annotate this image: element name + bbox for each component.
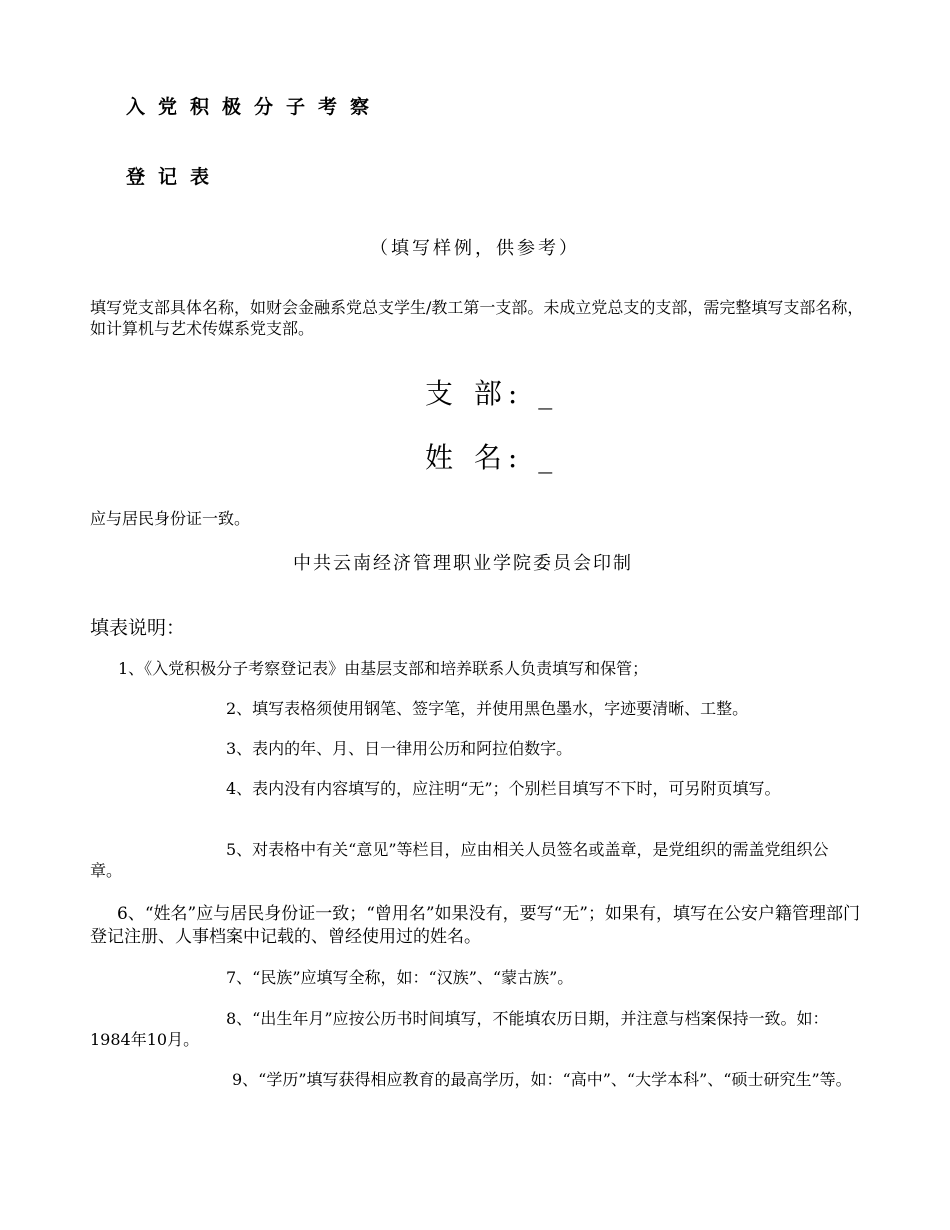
instruction-item-1: 1、《入党积极分子考察登记表》由基层支部和培养联系人负责填写和保管； [118,659,649,678]
instruction-item-8: 8、“出生年月”应按公历书时间填写，不能填农历日期，并注意与档案保持一致。如：1984年10月。 [90,1009,829,1049]
name-field-label: 姓 名: _ [425,441,559,474]
instruction-item-5: 5、对表格中有关“意见”等栏目，应由相关人员签名或盖章，是党组织的需盖党组织公章。 [90,840,829,880]
instruction-item-4: 4、表内没有内容填写的，应注明“无”；个别栏目填写不下时，可另附页填写。 [226,779,781,798]
branch-hint: 填写党支部具体名称，如财会金融系党总支学生/教工第一支部。未成立党总支的支部，需完整填写支部名称，如计算机与艺术传媒系党支部。 [90,298,864,338]
instruction-item-3: 3、表内的年、月、日一律用公历和阿拉伯数字。 [226,739,573,758]
title-line-1: 入党积极分子考察 [126,96,383,118]
printer-credit: 中共云南经济管理职业学院委员会印制 [293,553,633,574]
instruction-item-2: 2、填写表格须使用钢笔、签字笔，并使用黑色墨水，字迹要清晰、工整。 [226,699,749,718]
instruction-item-7: 7、“民族”应填写全称，如：“汉族”、“蒙古族”。 [226,968,574,987]
instruction-item-6: 6、“姓名”应与居民身份证一致；“曾用名”如果没有，要写“无”；如果有，填写在公安户籍管理部门登记注册、人事档案中记载的、曾经使用过的姓名。 [90,904,860,947]
title-line-2: 登记表 [126,166,223,188]
instruction-item-9: 9、“学历”填写获得相应教育的最高学历，如：“高中”、“大学本科”、“硕士研究生”等。 [232,1070,852,1089]
branch-field-label: 支 部: _ [425,377,559,410]
instructions-heading: 填表说明： [90,617,186,639]
name-hint: 应与居民身份证一致。 [90,509,251,528]
sample-note: （填写样例，供参考） [370,238,580,259]
